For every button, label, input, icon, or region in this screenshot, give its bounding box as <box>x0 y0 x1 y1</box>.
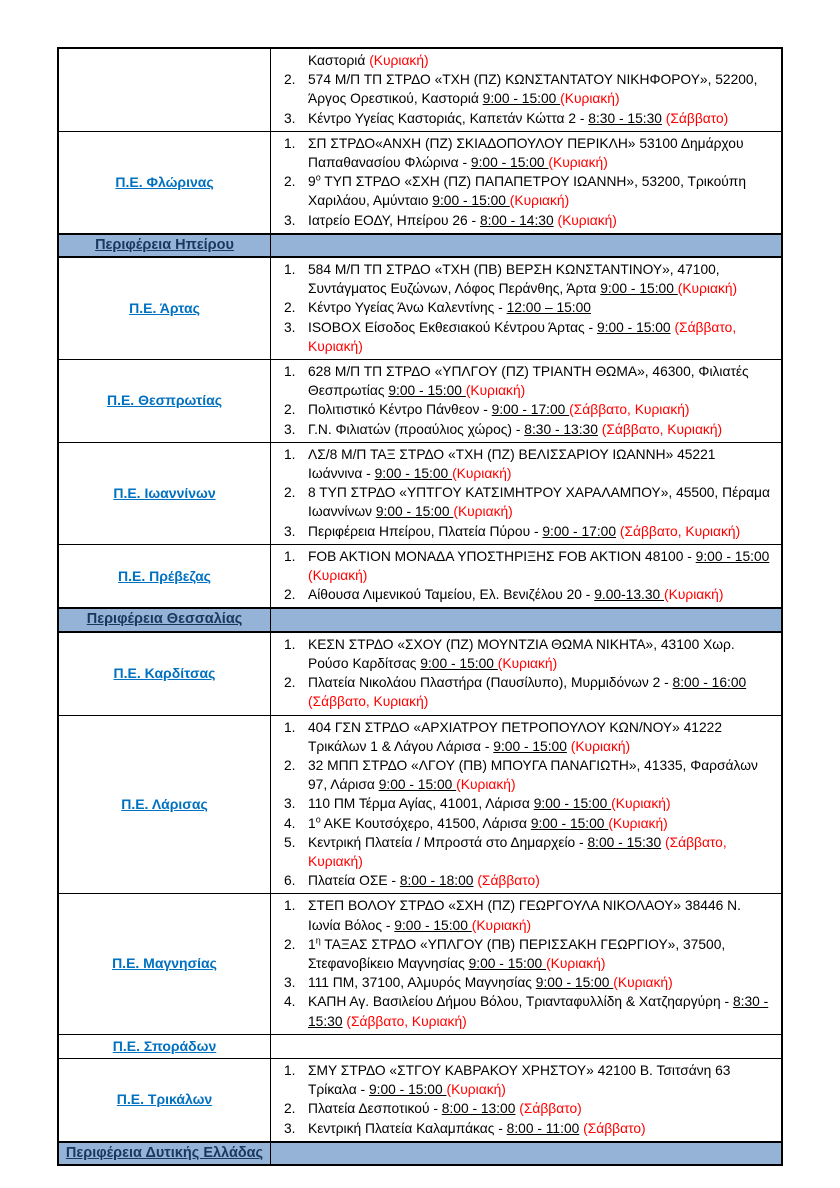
time-range: 9:00 - 15:00 <box>374 466 453 482</box>
location-text: Πολιτιστικό Κέντρο Πάνθεον - <box>308 402 492 418</box>
locations-cell <box>271 360 781 442</box>
location-item <box>284 70 771 108</box>
time-range: 8:00 - 15:30 <box>587 834 662 850</box>
time-range: 9:00 - 15:00 <box>600 281 678 297</box>
schedule-table <box>57 47 783 1166</box>
day-label: (Κυριακή) <box>453 504 513 520</box>
item-text <box>308 833 771 871</box>
unit-row <box>59 49 781 131</box>
item-number: 3. <box>284 421 296 437</box>
unit-name-cell <box>59 49 271 131</box>
location-item <box>284 172 771 210</box>
location-text: Κεντρική Πλατεία Καλαμπάκας - <box>308 1120 507 1136</box>
day-label: (Σάββατο, Κυριακή) <box>308 319 737 354</box>
locations-cell <box>271 716 781 894</box>
item-number: 2. <box>284 485 296 501</box>
item-number: 5. <box>284 834 296 850</box>
unit-name-cell <box>59 258 271 359</box>
item-text <box>308 362 771 400</box>
item-number: 2. <box>284 1101 296 1117</box>
day-label: (Κυριακή) <box>611 796 671 812</box>
time-range: 8:30 - 15:30 <box>588 110 662 126</box>
unit-name-cell <box>59 360 271 442</box>
time-range: 9:00 - 15:00 <box>375 504 454 520</box>
item-number: 2. <box>284 174 296 190</box>
item-text <box>308 51 771 70</box>
location-text: Γ.Ν. Φιλιατών (προαύλιος χώρος) - <box>308 421 525 437</box>
day-label: (Κυριακή) <box>546 955 606 971</box>
item-number: 2. <box>284 936 296 952</box>
unit-row <box>59 631 781 715</box>
item-number: 2. <box>284 757 296 773</box>
time-range: 9:00 - 15:00 <box>530 815 609 831</box>
item-text <box>308 1119 771 1138</box>
location-item <box>284 1099 771 1118</box>
day-label: (Κυριακή) <box>557 212 617 228</box>
location-text: Αίθουσα Λιμενικού Ταμείου, Ελ. Βενιζέλου 20 - <box>308 587 595 603</box>
item-number: 2. <box>284 300 296 316</box>
location-text: ΤΑΞΑΣ ΣΤΡΔΟ «ΥΠΛΓΟΥ (ΠΒ) ΠΕΡΙΣΣΑΚΗ ΓΕΩΡΓΙΟΥ», 37500, Στεφανοβίκειο Μαγνησίας <box>308 936 726 971</box>
location-item <box>284 483 771 521</box>
time-range: 8:00 - 18:00 <box>399 873 474 889</box>
location-item <box>284 445 771 483</box>
item-text <box>308 420 771 439</box>
time-range: 9:00 - 15:00 <box>394 917 472 933</box>
day-label: (Σάββατο, Κυριακή) <box>601 421 723 437</box>
day-label: (Σάββατο, Κυριακή) <box>308 834 727 869</box>
time-range: 9:00 - 15:00 <box>378 777 457 793</box>
location-text: Καστοριά <box>308 53 370 68</box>
item-text <box>308 756 771 794</box>
item-number: 3. <box>284 212 296 228</box>
location-text: 1 <box>308 936 316 952</box>
item-text <box>308 585 771 604</box>
location-item <box>284 973 771 992</box>
unit-row <box>59 131 781 233</box>
location-text: ISOBOX Είσοδος Εκθεσιακού Κέντρου Άρτας - <box>308 319 597 335</box>
day-label: (Κυριακή) <box>369 53 429 68</box>
location-item <box>284 362 771 400</box>
location-item <box>284 794 771 813</box>
day-label: (Σάββατο) <box>665 110 729 126</box>
unit-name-cell <box>59 545 271 608</box>
location-text: ΣΤΕΠ ΒΟΛΟΥ ΣΤΡΔΟ «ΣΧΗ (ΠΖ) ΓΕΩΡΓΟΥΛΑ ΝΙΚΟΛΑΟΥ» 38446 Ν. Ιωνία Βόλος - <box>308 898 741 933</box>
day-label: (Κυριακή) <box>509 193 570 209</box>
locations-cell <box>271 633 781 715</box>
location-text: Πλατεία Δεσποτικού - <box>308 1101 442 1117</box>
time-range: 9:00 - 15:00 <box>695 548 770 564</box>
item-number: 1. <box>284 262 296 278</box>
item-text <box>308 1099 771 1118</box>
item-text <box>308 896 771 934</box>
day-label: (Σάββατο) <box>519 1101 582 1117</box>
location-text: Πλατεία Νικολάου Πλαστήρα (Παυσίλυπο), Μυρμιδόνων 2 - <box>308 675 673 691</box>
region-title-link[interactable]: Περιφέρεια Θεσσαλίας <box>86 611 243 628</box>
unit-name-link[interactable]: Π.Ε. Τρικάλων <box>116 1091 213 1108</box>
location-text: 8 ΤΥΠ ΣΤΡΔΟ «ΥΠΤΓΟΥ ΚΑΤΣΙΜΗΤΡΟΥ ΧΑΡΑΛΑΜΠΟΥ», 45500, Πέραμα Ιωαννίνων <box>308 485 770 520</box>
day-label: (Κυριακή) <box>497 655 558 671</box>
unit-name-cell <box>59 132 271 233</box>
location-text: ΚΑΠΗ Αγ. Βασιλείου Δήμου Βόλου, Τριανταφυλλίδη & Χατζηαργύρη - <box>308 994 733 1010</box>
day-label: (Σάββατο) <box>477 873 540 889</box>
location-item <box>284 318 771 356</box>
location-text: ΣΜΥ ΣΤΡΔΟ «ΣΤΓΟΥ ΚΑΒΡΑΚΟΥ ΧΡΗΣΤΟΥ» 42100 Β. Τσιτσάνη 63 Τρίκαλα - <box>308 1062 731 1098</box>
location-item <box>284 935 771 973</box>
location-item <box>284 547 771 585</box>
item-number: 3. <box>284 1120 296 1136</box>
locations-cell <box>271 894 781 1033</box>
item-text <box>308 814 771 833</box>
day-label: (Κυριακή) <box>446 1082 506 1098</box>
location-text: 404 ΓΣΝ ΣΤΡΔΟ «ΑΡΧΙΑΤΡΟΥ ΠΕΤΡΟΠΟΥΛΟΥ ΚΩΝ/ΝΟΥ» 41222 Τρικάλων 1 & Λάγου Λάρισα - <box>308 719 722 754</box>
item-text <box>308 673 771 711</box>
unit-row <box>59 442 781 544</box>
item-text <box>308 172 771 210</box>
unit-name-cell <box>59 443 271 544</box>
item-text <box>308 298 771 317</box>
unit-name-link[interactable]: Π.Ε. Θεσπρωτίας <box>106 392 223 409</box>
time-range: 12:00 – 15:00 <box>506 300 591 316</box>
location-text: ΤΥΠ ΣΤΡΔΟ «ΣΧΗ (ΠΖ) ΠΑΠΑΠΕΤΡΟΥ ΙΩΑΝΝΗ», 53200, Τρικούπη Χαριλάου, Αμύνταιο <box>308 174 747 209</box>
item-number: 6. <box>284 873 296 889</box>
time-range: 9:00 - 15:00 <box>482 91 561 107</box>
item-number: 3. <box>284 110 296 126</box>
location-text: FOB AKTION ΜΟΝΑΔΑ ΥΠΟΣΤΗΡΙΞΗΣ FOB AKTION 48100 - <box>308 548 696 564</box>
day-label: (Κυριακή) <box>548 155 608 171</box>
location-text: 584 Μ/Π ΤΠ ΣΤΡΔΟ «ΤΧΗ (ΠΒ) ΒΕΡΣΗ ΚΩΝΣΤΑΝΤΙΝΟΥ», 47100, Συντάγματος Ευζώνων, Λόφος Περάνθης, Άρτα <box>308 262 720 297</box>
item-number: 3. <box>284 523 296 539</box>
item-text <box>308 935 771 973</box>
location-item <box>284 400 771 419</box>
time-range: 8:00 - 11:00 <box>506 1120 580 1136</box>
day-label: (Σάββατο, Κυριακή) <box>569 402 690 418</box>
unit-name-link[interactable]: Π.Ε. Λάρισας <box>121 795 208 812</box>
time-range: 9:00 - 15:00 <box>493 738 567 754</box>
location-text: 574 Μ/Π ΤΠ ΣΤΡΔΟ «ΤΧΗ (ΠΖ) ΚΩΝΣΤΑΝΤΑΤΟΥ ΝΙΚΗΦΟΡΟΥ», 52200, Άργος Ορεστικού, Καστοριά <box>308 72 758 107</box>
unit-name-link[interactable]: Π.Ε. Ιωαννίνων <box>113 484 216 501</box>
location-text: ΣΠ ΣΤΡΔΟ«ΑΝΧΗ (ΠΖ) ΣΚΙΑΔΟΠΟΥΛΟΥ ΠΕΡΙΚΛΗ» 53100 Δημάρχου Παπαθανασίου Φλώρινα - <box>308 135 744 171</box>
location-item <box>284 211 771 230</box>
unit-name-cell <box>59 894 271 1033</box>
time-range: 9:00 - 15:00 <box>368 1082 447 1098</box>
item-text <box>308 635 771 673</box>
location-item <box>284 585 771 604</box>
region-title-link[interactable]: Περιφέρεια Ηπείρου <box>95 236 234 253</box>
day-label: (Κυριακή) <box>664 587 724 603</box>
locations-cell <box>271 49 781 131</box>
item-number: 2. <box>284 587 296 603</box>
item-number: 4. <box>284 815 296 831</box>
location-text: ΑΚΕ Κουτσόχερο, 41500, Λάρισα <box>320 815 531 831</box>
item-text <box>308 400 771 419</box>
time-range: 9:00 - 15:00 <box>432 193 510 209</box>
day-label: (Κυριακή) <box>560 91 620 107</box>
locations-cell <box>271 443 781 544</box>
time-range: 8:30 - 15:30 <box>308 994 769 1029</box>
unit-row <box>59 256 781 359</box>
ordinal-suffix: ο <box>315 172 321 183</box>
location-item <box>284 718 771 756</box>
item-number: 1. <box>284 135 296 151</box>
region-title-cell <box>59 235 271 256</box>
unit-name-cell <box>59 1059 271 1141</box>
ordinal-suffix: ο <box>315 813 321 824</box>
day-label: (Σάββατο, Κυριακή) <box>346 1013 467 1029</box>
region-header-spacer-cell <box>271 609 781 630</box>
time-range: 9:00 - 17:00 <box>491 402 570 418</box>
location-text: Κέντρο Υγείας Άνω Καλεντίνης - <box>308 300 507 316</box>
location-item <box>284 756 771 794</box>
unit-name-link[interactable]: Π.Ε. Πρέβεζας <box>118 567 211 584</box>
region-header-spacer-cell <box>271 1143 781 1164</box>
time-range: 8:00 - 16:00 <box>672 675 747 691</box>
item-number: 2. <box>284 402 296 418</box>
region-header-row <box>59 1141 781 1164</box>
item-number: 1. <box>284 548 296 564</box>
time-range: 9:00 - 15:00 <box>388 383 466 399</box>
location-text: 111 ΠΜ, 37100, Αλμυρός Μαγνησίας <box>308 975 536 991</box>
item-text <box>308 211 771 230</box>
time-range: 9:00 - 15:00 <box>535 975 614 991</box>
item-text <box>308 718 771 756</box>
region-header-spacer-cell <box>271 235 781 256</box>
locations-cell <box>271 258 781 359</box>
location-text: Κεντρική Πλατεία / Μπροστά στο Δημαρχείο - <box>308 834 588 850</box>
item-text <box>308 547 771 585</box>
location-text: 628 Μ/Π ΤΠ ΣΤΡΔΟ «ΥΠΛΓΟΥ (ΠΖ) ΤΡΙΑΝΤΗ ΘΩΜΑ», 46300, Φιλιατές Θεσπρωτίας <box>308 364 749 399</box>
time-range: 9:00 - 15:00 <box>420 655 498 671</box>
unit-row <box>59 359 781 442</box>
item-number: 1. <box>284 1062 296 1078</box>
location-text: Κέντρο Υγείας Καστοριάς, Καπετάν Κώττα 2 - <box>308 110 589 126</box>
unit-name-cell <box>59 716 271 894</box>
region-title-cell <box>59 609 271 630</box>
location-item <box>284 298 771 317</box>
day-label: (Κυριακή) <box>452 466 512 482</box>
item-text <box>308 973 771 992</box>
day-label: (Σάββατο) <box>583 1120 646 1136</box>
location-text: 110 ΠΜ Τέρμα Αγίας, 41001, Λάρισα <box>308 796 534 812</box>
item-number: 3. <box>284 319 296 335</box>
day-label: (Κυριακή) <box>465 383 526 399</box>
time-range: 9:00 - 15:00 <box>596 319 671 335</box>
region-header-row <box>59 233 781 256</box>
item-number: 1. <box>284 364 296 380</box>
location-item <box>284 522 771 541</box>
item-text <box>308 70 771 108</box>
item-text <box>308 522 771 541</box>
locations-cell <box>271 1035 781 1058</box>
item-text <box>308 109 771 128</box>
location-text: Πλατεία ΟΣΕ - <box>308 873 400 889</box>
item-text <box>308 794 771 813</box>
locations-cell <box>271 1059 781 1141</box>
location-item <box>284 833 771 871</box>
unit-name-cell <box>59 633 271 715</box>
location-text: Περιφέρεια Ηπείρου, Πλατεία Πύρου - <box>308 523 543 539</box>
location-item <box>284 1061 771 1099</box>
location-item <box>284 673 771 711</box>
unit-name-cell <box>59 1035 271 1058</box>
item-text <box>308 871 771 890</box>
location-item <box>284 992 771 1030</box>
location-text: Ιατρείο ΕΟΔΥ, Ηπείρου 26 - <box>308 212 480 228</box>
day-label: (Κυριακή) <box>608 815 668 831</box>
ordinal-suffix: η <box>315 935 321 946</box>
unit-row <box>59 715 781 894</box>
location-item <box>284 420 771 439</box>
time-range: 8:00 - 14:30 <box>479 212 554 228</box>
location-item <box>284 635 771 673</box>
unit-name-link[interactable]: Π.Ε. Φλώρινας <box>115 173 214 190</box>
day-label: (Σάββατο, Κυριακή) <box>308 694 429 710</box>
location-item <box>284 814 771 833</box>
item-number: 4. <box>284 994 296 1010</box>
location-text: 9 <box>308 174 316 190</box>
item-text <box>308 260 771 298</box>
item-number: 2. <box>284 675 296 691</box>
day-label: (Κυριακή) <box>613 975 673 991</box>
item-number: 1. <box>284 898 296 914</box>
region-title-link[interactable]: Περιφέρεια Δυτικής Ελλάδας <box>65 1144 264 1161</box>
time-range: 9:00 - 15:00 <box>470 155 549 171</box>
location-item <box>284 109 771 128</box>
unit-row <box>59 893 781 1033</box>
unit-row <box>59 544 781 608</box>
location-item <box>284 260 771 298</box>
location-item <box>284 896 771 934</box>
time-range: 9:00 - 15:00 <box>533 796 612 812</box>
region-header-row <box>59 607 781 630</box>
time-range: 8:30 - 13:30 <box>524 421 598 437</box>
unit-row <box>59 1034 781 1058</box>
location-text: 1 <box>308 815 316 831</box>
item-text <box>308 134 771 172</box>
location-item <box>284 134 771 172</box>
unit-name-link[interactable]: Π.Ε. Καρδίτσας <box>113 664 216 681</box>
item-number: 1. <box>284 446 296 462</box>
item-text <box>308 992 771 1030</box>
item-number: 1. <box>284 636 296 652</box>
locations-cell <box>271 545 781 608</box>
item-text <box>308 483 771 521</box>
location-text: ΚΕΣΝ ΣΤΡΔΟ «ΣΧΟΥ (ΠΖ) ΜΟΥΝΤΖΙΑ ΘΩΜΑ ΝΙΚΗΤΑ», 43100 Χωρ. Ρούσο Καρδίτσας <box>308 636 735 671</box>
location-item <box>284 51 771 70</box>
day-label: (Κυριακή) <box>471 917 532 933</box>
item-text <box>308 1061 771 1099</box>
item-number: 3. <box>284 796 296 812</box>
day-label: (Κυριακή) <box>570 738 631 754</box>
item-text <box>308 318 771 356</box>
locations-cell <box>271 132 781 233</box>
day-label: (Σάββατο, Κυριακή) <box>619 523 741 539</box>
day-label: (Κυριακή) <box>308 568 368 584</box>
item-number: 2. <box>284 72 296 88</box>
location-text: ΛΣ/8 Μ/Π ΤΑΞ ΣΤΡΔΟ «ΤΧΗ (ΠΖ) ΒΕΛΙΣΣΑΡΙΟΥ ΙΩΑΝΝΗ» 45221 Ιωάννινα - <box>308 446 716 482</box>
item-number: 3. <box>284 975 296 991</box>
item-text <box>308 445 771 483</box>
unit-name-link[interactable]: Π.Ε. Σποράδων <box>112 1037 217 1054</box>
unit-row <box>59 1058 781 1141</box>
day-label: (Κυριακή) <box>456 777 516 793</box>
time-range: 9:00 - 17:00 <box>542 523 617 539</box>
time-range: 9:00 - 15:00 <box>468 955 547 971</box>
location-item <box>284 1119 771 1138</box>
item-number: 1. <box>284 719 296 735</box>
time-range: 8:00 - 13:00 <box>441 1101 516 1117</box>
region-title-cell <box>59 1143 271 1164</box>
time-range: 9.00-13.30 <box>594 587 665 603</box>
unit-name-link[interactable]: Π.Ε. Μαγνησίας <box>112 955 217 972</box>
day-label: (Κυριακή) <box>677 281 738 297</box>
location-item <box>284 871 771 890</box>
location-text: 32 ΜΠΠ ΣΤΡΔΟ «ΛΓΟΥ (ΠΒ) ΜΠΟΥΓΑ ΠΑΝΑΓΙΩΤΗ», 41335, Φαρσάλων 97, Λάρισα <box>308 757 758 793</box>
unit-name-link[interactable]: Π.Ε. Άρτας <box>129 299 200 316</box>
